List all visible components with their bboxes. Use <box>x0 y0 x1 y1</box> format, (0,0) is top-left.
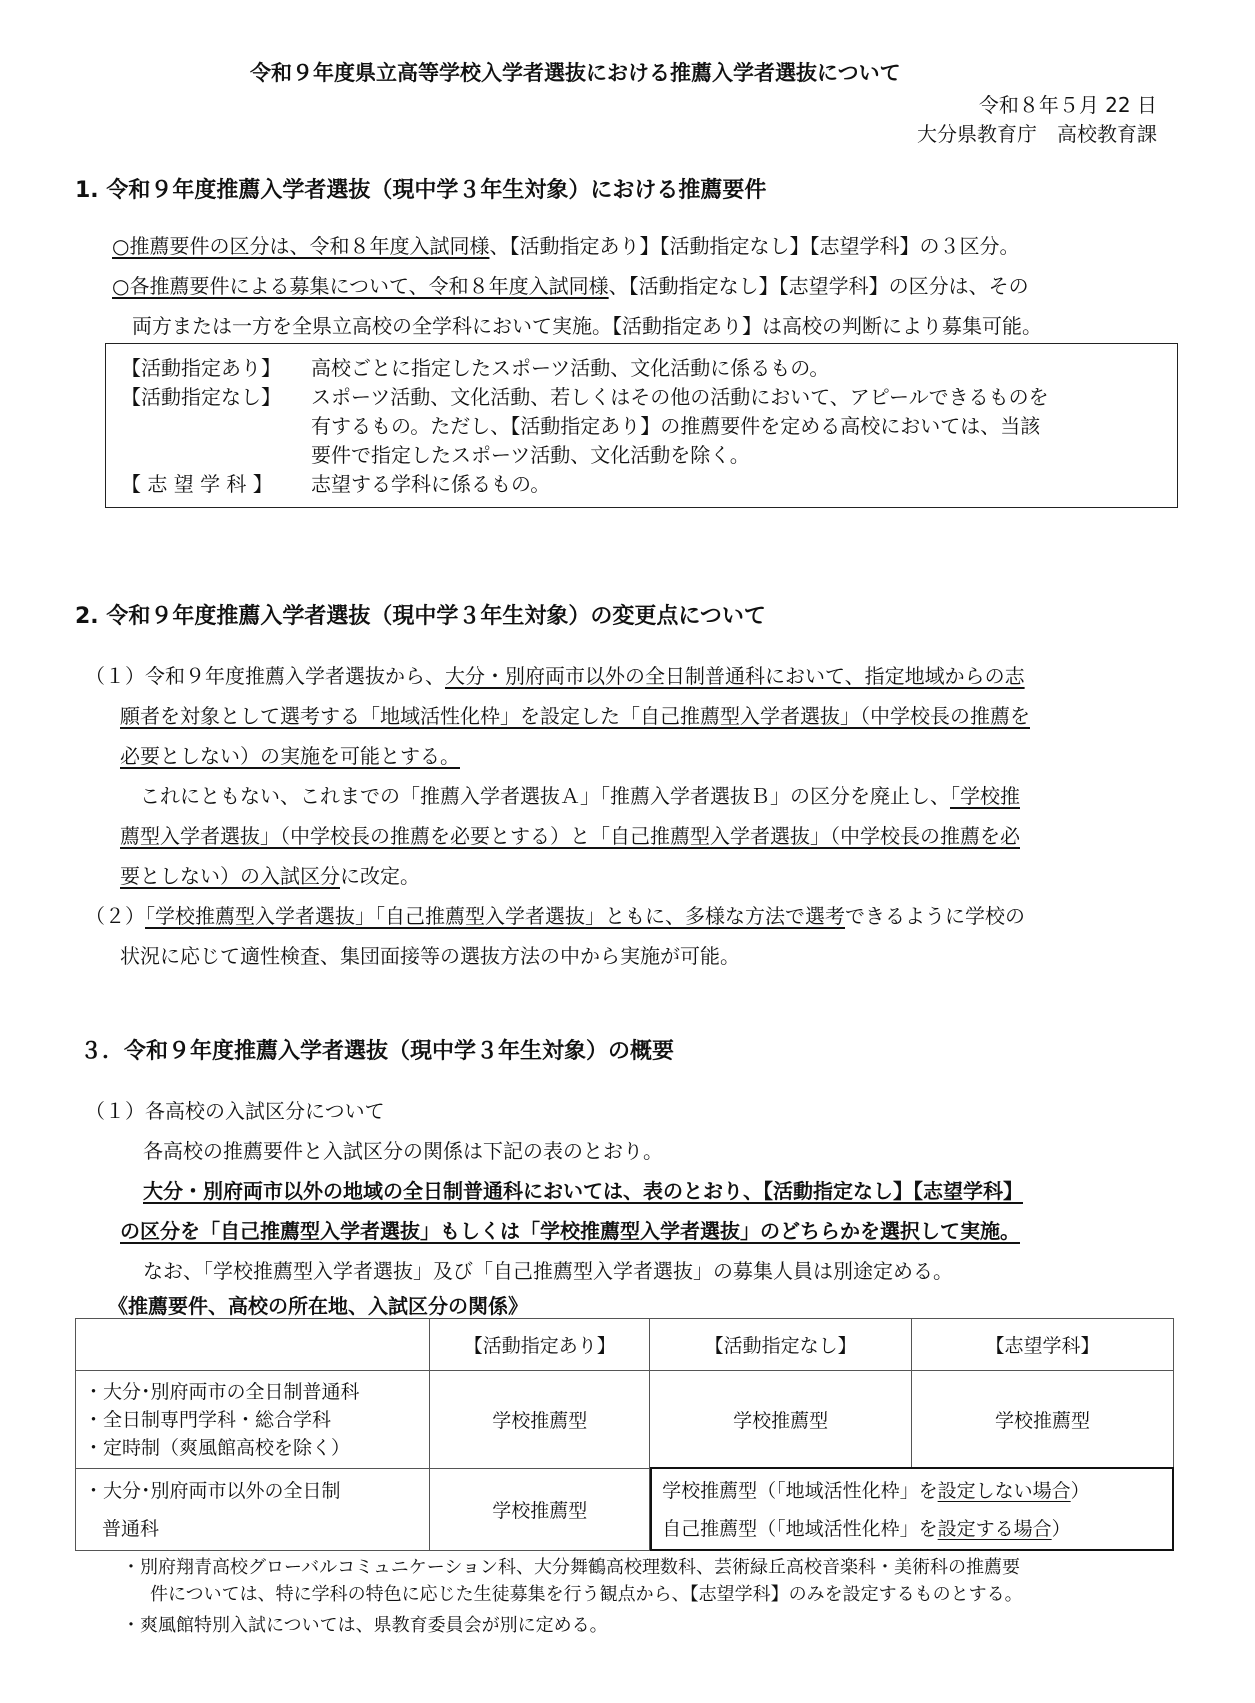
section2-item2-line2: 状況に応じて適性検査、集団面接等の選抜方法の中から実施が可能。 <box>120 944 740 968</box>
table-cell: 学校推薦型 <box>650 1371 912 1469</box>
section1-bullet2-underlined: ○各推薦要件による募集について、令和８年度入試同様 <box>112 274 609 298</box>
section1-bullet1-rest: 、【活動指定あり】【活動指定なし】【志望学科】の３区分。 <box>489 234 1020 258</box>
section2-item1-para2-underlined: 「学校推 <box>950 784 1020 808</box>
section3-subheading: （１）各高校の入試区分について <box>85 1099 385 1123</box>
section1-bullet2-rest: 、【活動指定なし】【志望学科】の区分は、その <box>608 274 1029 298</box>
definition-text: 高校ごとに指定したスポーツ活動、文化活動に係るもの。 <box>311 356 830 380</box>
table-note: ・爽風館特別入試については、県教育委員会が別に定める。 <box>122 1615 608 1636</box>
merged-line-text: ） <box>1051 1517 1071 1540</box>
table-header-cell: 【志望学科】 <box>912 1319 1174 1371</box>
definition-label: 【 志 望 学 科 】 <box>121 472 273 496</box>
table-note: ・別府翔青高校グローバルコミュニケーション科、大分舞鶴高校理数科、芸術緑丘高校音楽科・美術科の推薦要 <box>122 1557 1021 1578</box>
table-note: 件については、特に学科の特色に応じた生徒募集を行う観点から、【志望学科】のみを設定するものとする。 <box>150 1584 1023 1605</box>
row-label-line: ・大分･別府両市以外の全日制 <box>84 1479 341 1502</box>
table-cell: 学校推薦型 <box>430 1371 650 1469</box>
section1-bullet2-line2: 両方または一方を全県立高校の全学科において実施。【活動指定あり】は高校の判断により募集可能。 <box>132 314 1042 338</box>
merged-cell-line <box>662 1510 1165 1548</box>
section2-item1-para2-line3-rest: に改定。 <box>340 864 420 888</box>
issuing-department: 大分県教育庁 高校教育課 <box>917 122 1157 146</box>
table-header-row <box>76 1319 1174 1371</box>
merged-line-text: 学校推薦型（「地域活性化枠」を <box>662 1479 938 1502</box>
section3-paragraph3: なお、「学校推薦型入学者選抜」及び「自己推薦型入学者選抜」の募集人員は別途定める。 <box>143 1259 953 1283</box>
row-label-line: 普通科 <box>102 1517 160 1540</box>
merged-cell-line <box>662 1472 1165 1510</box>
section2-item1-para2-line2-underlined: 薦型入学者選抜」（中学校長の推薦を必要とする）と「自己推薦型入学者選抜」（中学校長の推薦を必 <box>120 824 1020 848</box>
section2-item2-rest: できるように学校の <box>845 904 1025 928</box>
merged-line-underlined: 設定する場合 <box>937 1517 1052 1540</box>
section1-bullet2 <box>112 270 1029 299</box>
table-header-cell: 【活動指定なし】 <box>650 1319 912 1371</box>
section2-item1-line1-underlined: 大分・別府両市以外の全日制普通科において、指定地域からの志 <box>445 664 1025 688</box>
document-date: 令和８年５月 22 日 <box>978 93 1157 117</box>
section3-paragraph2-line2-underlined: の区分を「自己推薦型入学者選抜」もしくは「学校推薦型入学者選抜」のどちらかを選択して実施。 <box>120 1219 1020 1243</box>
row-label-line: ・大分･別府両市の全日制普通科 <box>84 1380 360 1403</box>
definition-text: 志望する学科に係るもの。 <box>311 472 551 496</box>
definition-label: 【活動指定あり】 <box>121 356 281 380</box>
relation-table <box>75 1318 1174 1551</box>
section3-heading: ３．令和９年度推薦入学者選抜（現中学３年生対象）の概要 <box>80 1039 675 1064</box>
document-title: 令和９年度県立高等学校入学者選抜における推薦入学者選抜について <box>250 61 901 85</box>
definition-text: 要件で指定したスポーツ活動、文化活動を除く。 <box>311 443 750 467</box>
table-row <box>76 1371 1174 1469</box>
section2-item1-para2-line3 <box>120 860 420 889</box>
section1-bullet1-underlined: ○推薦要件の区分は、令和８年度入試同様 <box>112 234 490 258</box>
table-row <box>76 1469 1174 1551</box>
table-cell: 学校推薦型 <box>912 1371 1174 1469</box>
section2-item1-line1 <box>85 660 1025 689</box>
table-header-cell <box>76 1319 430 1371</box>
table-merged-cell <box>650 1469 1174 1551</box>
section2-item1-prefix: （１）令和９年度推薦入学者選抜から、 <box>85 664 445 688</box>
recommendation-definitions-box <box>105 343 1178 508</box>
merged-line-underlined: 設定しない場合 <box>937 1479 1071 1502</box>
section3-paragraph1: 各高校の推薦要件と入試区分の関係は下記の表のとおり。 <box>143 1139 663 1163</box>
section2-item1-para2-line1 <box>140 780 1020 809</box>
section3-paragraph2-line1 <box>143 1175 1023 1204</box>
definition-text: スポーツ活動、文化活動、若しくはその他の活動において、アピールできるものを <box>311 385 1049 409</box>
section2-heading: 2. 令和９年度推薦入学者選抜（現中学３年生対象）の変更点について <box>75 604 766 629</box>
table-header-cell: 【活動指定あり】 <box>430 1319 650 1371</box>
merged-line-text: 自己推薦型（「地域活性化枠」を <box>662 1517 938 1540</box>
section3-paragraph2-line2 <box>120 1215 1020 1244</box>
section2-item1-para2-line3-underlined: 要としない）の入試区分 <box>120 864 340 888</box>
section3-paragraph2-line1-underlined: 大分・別府両市以外の地域の全日制普通科においては、表のとおり、【活動指定なし】【志望学科】 <box>143 1179 1023 1203</box>
section1-heading: 1. 令和９年度推薦入学者選抜（現中学３年生対象）における推薦要件 <box>75 178 767 203</box>
section2-item1-line3-underlined: 必要としない）の実施を可能とする。 <box>120 744 460 768</box>
definition-label: 【活動指定なし】 <box>121 385 281 409</box>
definition-text: 有するもの。ただし、【活動指定あり】の推薦要件を定める高校においては、当該 <box>311 414 1041 438</box>
table-cell: 学校推薦型 <box>430 1469 650 1551</box>
section2-item1-para2-line2 <box>120 820 1020 849</box>
section2-item2-underlined: 「学校推薦型入学者選抜」「自己推薦型入学者選抜」ともに、多様な方法で選考 <box>145 904 845 928</box>
section2-item1-line2 <box>120 700 1030 729</box>
section2-item1-line2-underlined: 願者を対象として選考する「地域活性化枠」を設定した「自己推薦型入学者選抜」（中学校長の推薦を <box>120 704 1030 728</box>
relation-table-caption: 《推薦要件、高校の所在地、入試区分の関係》 <box>108 1294 528 1318</box>
merged-line-text: ） <box>1070 1479 1090 1502</box>
section1-bullet1 <box>112 230 1019 259</box>
section2-item2-line1 <box>85 900 1025 929</box>
row-label-line: ・定時制（爽風館高校を除く） <box>84 1436 351 1459</box>
section2-item1-para2-text: これにともない、これまでの「推薦入学者選抜Ａ」「推薦入学者選抜Ｂ」の区分を廃止し、 <box>140 784 950 808</box>
table-row-label <box>76 1371 430 1469</box>
table-row-label <box>76 1469 430 1551</box>
row-label-line: ・全日制専門学科・総合学科 <box>84 1408 332 1431</box>
section2-item1-line3 <box>120 740 460 769</box>
section2-item2-prefix: （２） <box>85 904 145 928</box>
